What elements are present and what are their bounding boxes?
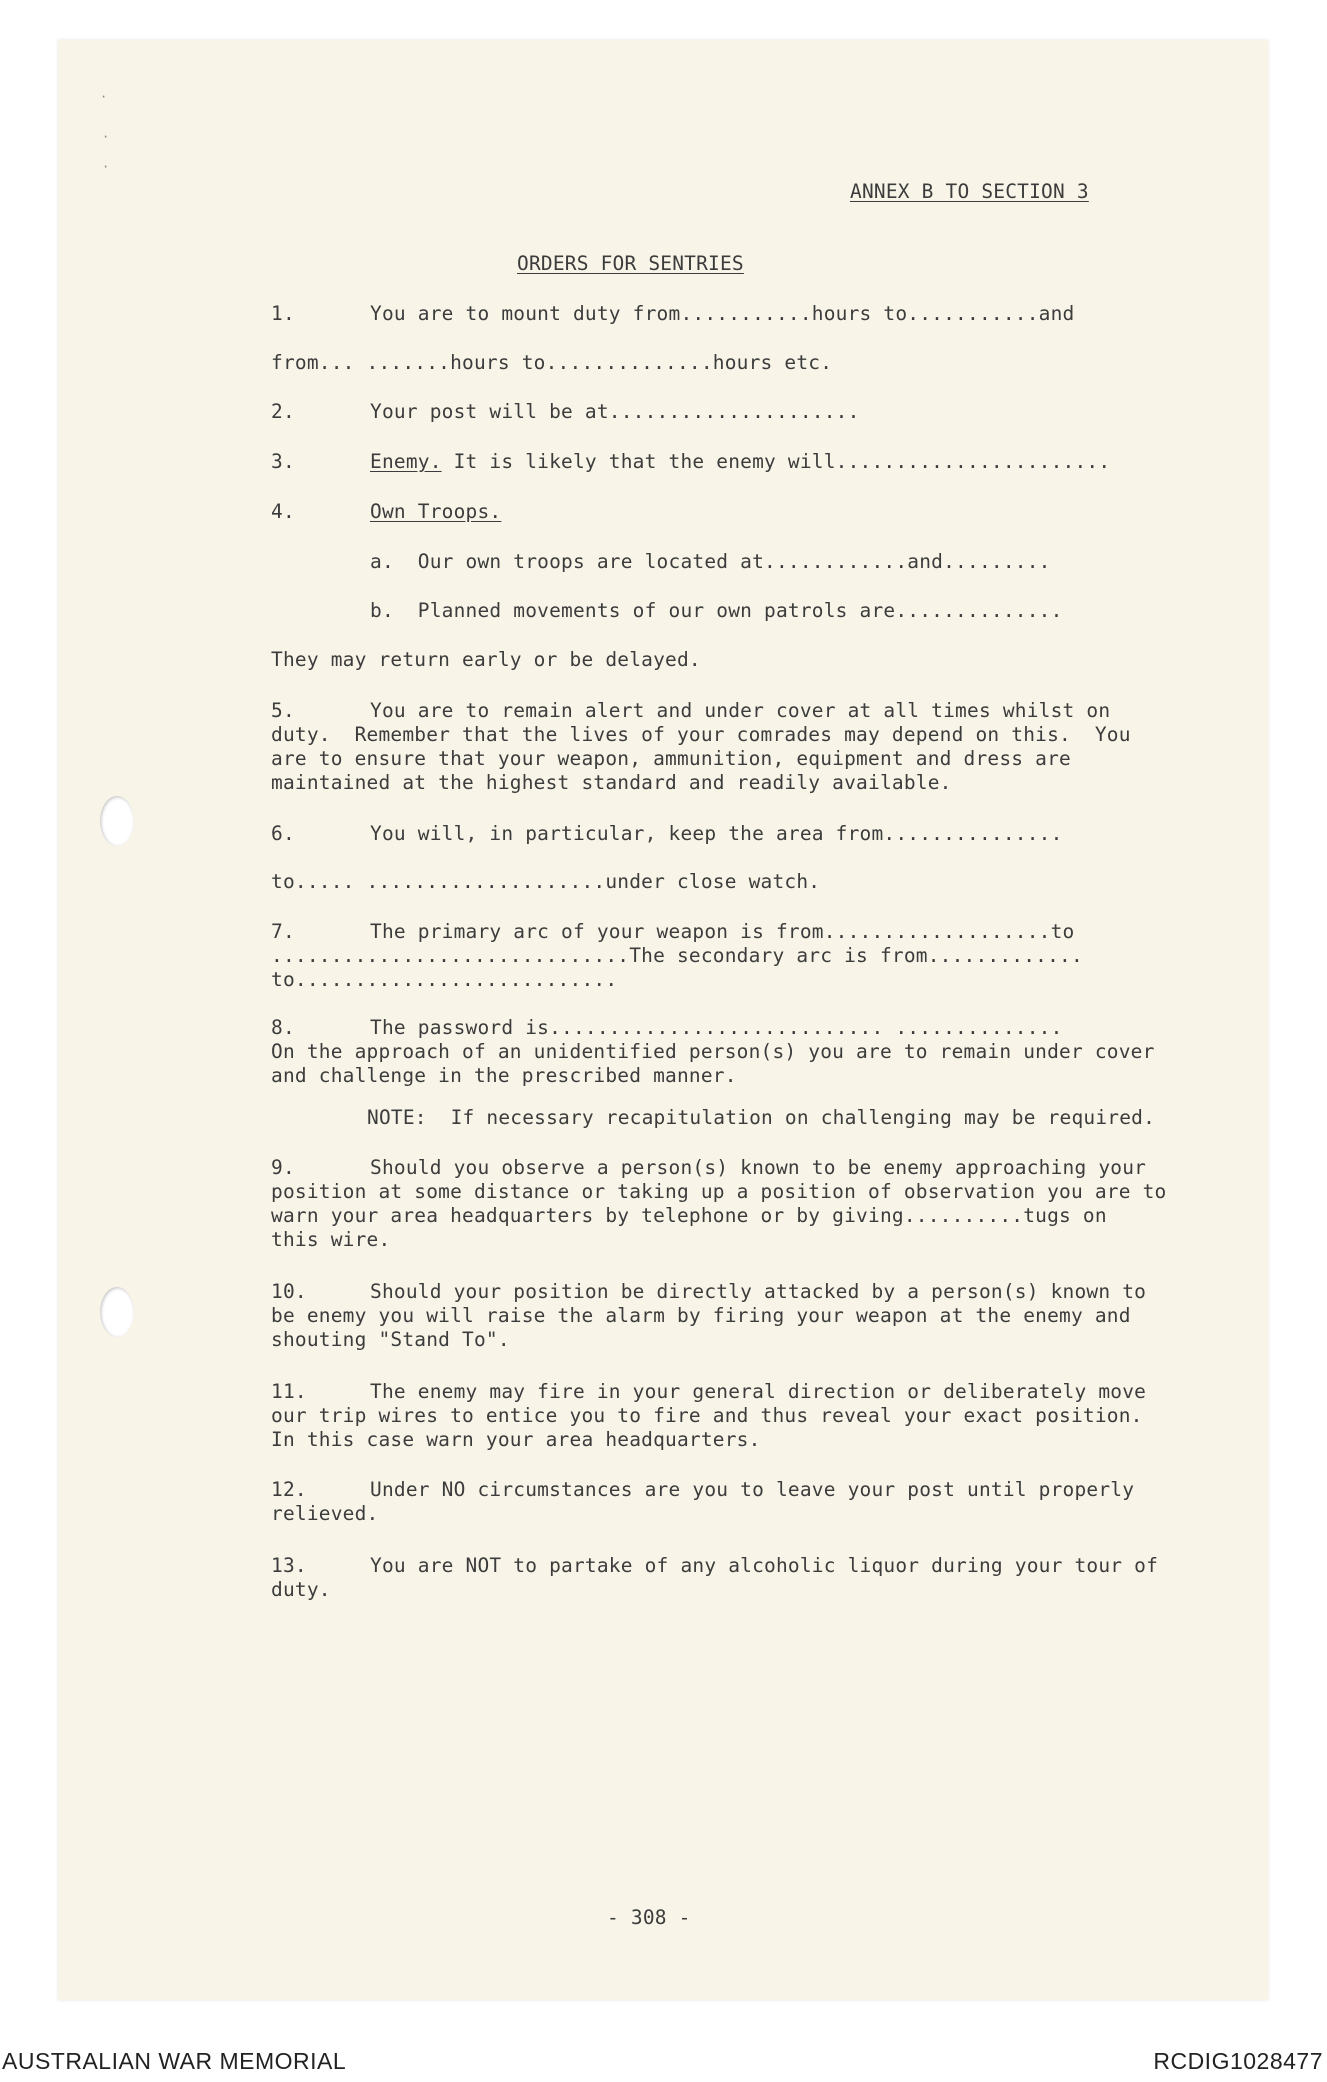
sub-item-b: b. Planned movements of our own patrols are.............. [370,599,1063,622]
item-text: You are NOT to partake of any alcoholic liquor during your tour of [370,1554,1159,1577]
item-text: duty. Remember that the lives of your comrades may depend on this. You [271,723,1131,746]
item-text: are to ensure that your weapon, ammunition, equipment and dress are [271,747,1071,770]
item-number: 7. [271,920,295,943]
item-text: You will, in particular, keep the area from............... [370,822,1063,845]
item-number: 1. [271,302,295,325]
item-text: duty. [271,1578,331,1601]
punch-hole-top [100,796,134,846]
item-number: 2. [271,400,295,423]
margin-mark: · [100,90,108,104]
item-text: Should you observe a person(s) known to be enemy approaching your [370,1156,1147,1179]
item-number: 4. [271,500,295,523]
item-text: You are to mount duty from...........hours to...........and [370,302,1075,325]
item-number: 12. [271,1478,307,1501]
item-text: Under NO circumstances are you to leave your post until properly [370,1478,1135,1501]
item-number: 13. [271,1554,307,1577]
item-text: our trip wires to entice you to fire and thus reveal your exact position. [271,1404,1143,1427]
item-number: 9. [271,1156,295,1179]
item-text: They may return early or be delayed. [271,648,701,671]
annex-heading: ANNEX B TO SECTION 3 [850,180,1089,203]
item-text: The enemy may fire in your general direction or deliberately move [370,1380,1147,1403]
item-text: warn your area headquarters by telephone or by giving..........tugs on [271,1204,1107,1227]
item-text: Your post will be at..................... [370,400,860,423]
item-text: position at some distance or taking up a position of observation you are to [271,1180,1167,1203]
item-text: to........................... [271,968,618,991]
item-heading: Enemy. [370,450,442,473]
document-title: ORDERS FOR SENTRIES [517,252,744,275]
item-text: shouting "Stand To". [271,1328,510,1351]
item-heading: Own Troops. [370,500,502,523]
item-text: from... .......hours to..............hours etc. [271,351,833,374]
item-text: ..............................The secondary arc is from............. [271,944,1083,967]
item-text: this wire. [271,1228,391,1251]
page-number: - 308 - [607,1906,691,1929]
item-text: Should your position be directly attacked by a person(s) known to [370,1280,1147,1303]
margin-mark: · [102,160,110,174]
item-number: 10. [271,1280,307,1303]
item-text: be enemy you will raise the alarm by firing your weapon at the enemy and [271,1304,1131,1327]
item-number: 5. [271,699,295,722]
item-text: The primary arc of your weapon is from...................to [370,920,1075,943]
note-text: NOTE: If necessary recapitulation on challenging may be required. [367,1106,1156,1129]
footer-collection-name: AUSTRALIAN WAR MEMORIAL [2,2048,347,2074]
footer-item-id: RCDIG1028477 [1153,2048,1323,2074]
sub-item-a: a. Our own troops are located at............and......... [370,550,1051,573]
item-text: In this case warn your area headquarters. [271,1428,761,1451]
item-number: 11. [271,1380,307,1403]
item-text [370,450,1110,474]
item-text: to..... ....................under close watch. [271,870,821,893]
item-number: 8. [271,1016,295,1039]
margin-mark: · [102,130,110,144]
item-text: On the approach of an unidentified person(s) you are to remain under cover [271,1040,1155,1063]
punch-hole-bottom [100,1287,134,1337]
item-text: and challenge in the prescribed manner. [271,1064,737,1087]
item-text: You are to remain alert and under cover at all times whilst on [370,699,1111,722]
item-number: 3. [271,450,295,473]
item-text: relieved. [271,1502,379,1525]
item-text: It is likely that the enemy will....................... [441,450,1111,473]
item-number: 6. [271,822,295,845]
item-text: maintained at the highest standard and readily available. [271,771,952,794]
item-text: The password is............................ .............. [370,1016,1063,1039]
